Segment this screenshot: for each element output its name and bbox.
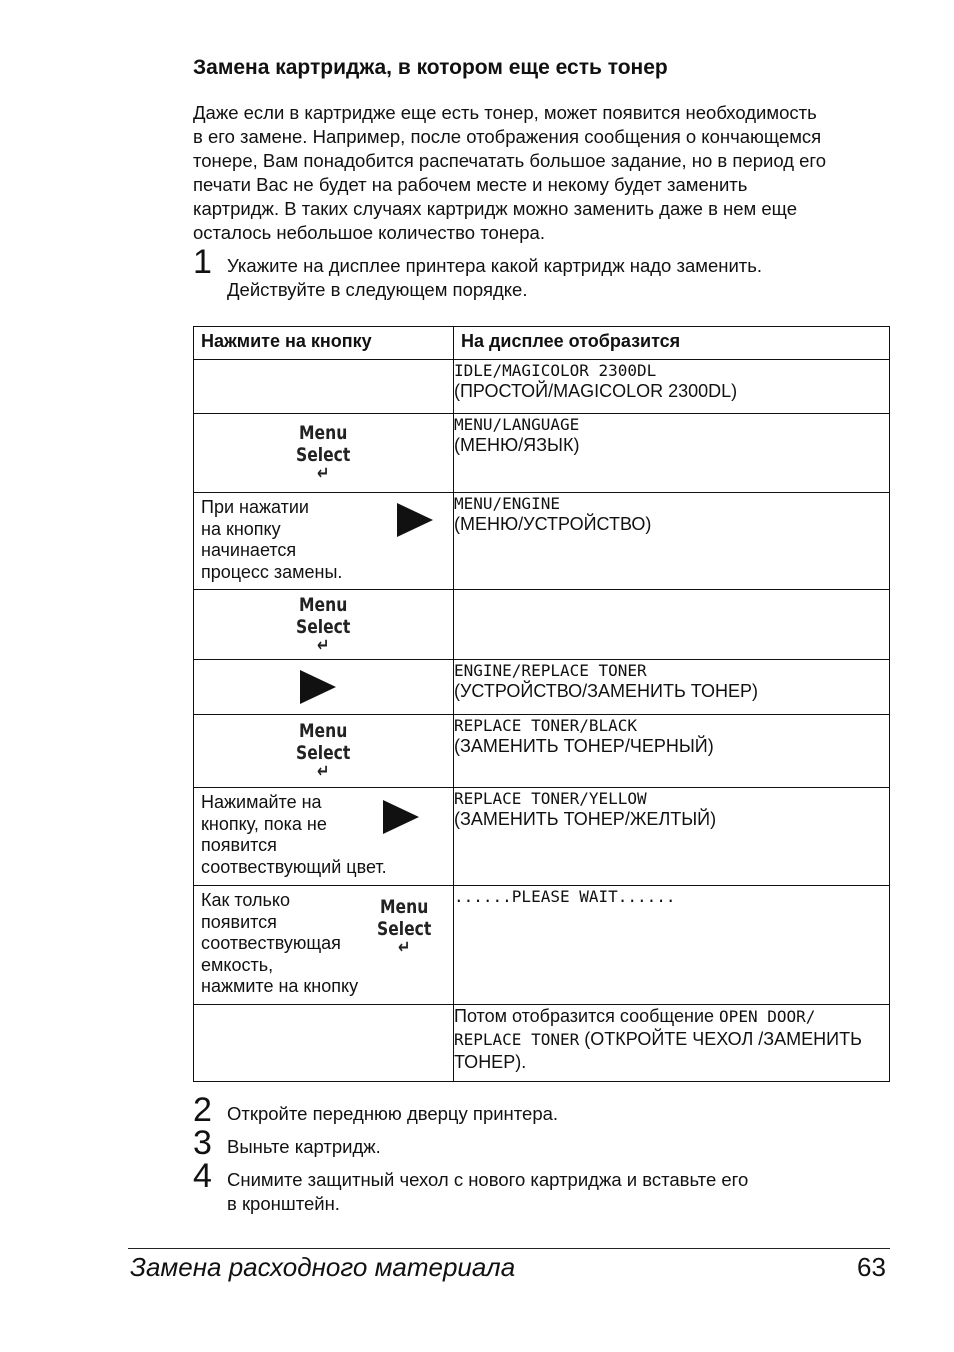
step-number-3: 3: [193, 1124, 212, 1162]
table-row: [194, 660, 890, 715]
display-translation: (МЕНЮ/ЯЗЫК): [454, 435, 580, 455]
final-message-text: (ОТКРОЙТЕ ЧЕХОЛ /ЗАМЕНИТЬ: [579, 1029, 862, 1049]
table-row: [194, 493, 890, 590]
button-cell: [194, 886, 454, 1005]
header-press-button: Нажмите на кнопку: [194, 327, 454, 360]
menu-select-button-icon: Menu Select ↵: [296, 593, 351, 656]
display-cell: [454, 660, 890, 715]
section-heading: Замена картриджа, в котором еще есть тонер: [193, 56, 668, 79]
button-cell: [194, 715, 454, 788]
footer-section-title: Замена расходного материала: [130, 1252, 516, 1282]
display-message: MENU/ENGINE: [454, 494, 560, 513]
display-cell: [454, 715, 890, 788]
button-cell: [194, 493, 454, 590]
step-number-1: 1: [193, 243, 212, 281]
return-arrow-icon: ↵: [317, 463, 330, 484]
footer-divider: [128, 1248, 890, 1249]
button-cell: [194, 660, 454, 715]
right-arrow-button-icon: [383, 800, 419, 834]
table-row: [194, 590, 890, 660]
intro-line: осталось небольшое количество тонера.: [193, 222, 545, 243]
return-arrow-icon: ↵: [397, 937, 411, 958]
step-1-line: Укажите на дисплее принтера какой картридж надо заменить.: [227, 255, 763, 276]
step-4-text: [227, 1168, 748, 1216]
intro-line: тонере, Вам понадобится распечатать большое задание, но в период его: [193, 150, 827, 171]
intro-paragraph: [193, 101, 893, 245]
step-4-line: в кронштейн.: [227, 1193, 340, 1214]
step-3-text: Выньте картридж.: [227, 1136, 381, 1157]
display-translation: (ЗАМЕНИТЬ ТОНЕР/ЖЕЛТЫЙ): [454, 809, 717, 829]
display-translation: (УСТРОЙСТВО/ЗАМЕНИТЬ ТОНЕР): [454, 681, 758, 701]
display-message: IDLE/MAGICOLOR 2300DL: [454, 361, 657, 380]
final-message-mono: OPEN DOOR/: [719, 1007, 816, 1026]
step-2-text: Откройте переднюю дверцу принтера.: [227, 1103, 559, 1124]
final-message-text: ТОНЕР).: [454, 1052, 527, 1072]
display-cell: [454, 1005, 890, 1082]
instruction-note: Как только появится соотвествующая емкость, нажмите на кнопку: [201, 890, 359, 996]
intro-line: печати Вас не будет на рабочем месте и некому будет заменить: [193, 174, 748, 195]
table-row: [194, 886, 890, 1005]
menu-select-button-icon: Menu Select ↵: [296, 422, 351, 484]
step-number-2: 2: [193, 1091, 212, 1129]
button-cell: [194, 414, 454, 493]
button-cell-empty: [194, 1005, 454, 1082]
page-number: 63: [857, 1252, 886, 1282]
right-arrow-button-icon: [397, 503, 433, 537]
display-translation: (МЕНЮ/УСТРОЙСТВО): [454, 514, 652, 534]
step-4-line: Снимите защитный чехол с нового картриджа и вставьте его: [227, 1169, 749, 1190]
intro-line: Даже если в картридже еще есть тонер, может появится необходимость: [193, 102, 817, 123]
menu-select-button-icon: Menu Select ↵: [296, 720, 351, 782]
display-message: REPLACE TONER/YELLOW: [454, 789, 647, 808]
display-cell: [454, 414, 890, 493]
procedure-table: [193, 326, 890, 1082]
final-message-text: Потом отобразится сообщение: [454, 1006, 720, 1026]
display-cell: [454, 788, 890, 886]
button-cell: [194, 590, 454, 660]
display-message: ENGINE/REPLACE TONER: [454, 661, 647, 680]
return-arrow-icon: ↵: [317, 634, 330, 656]
header-display-shows: На дисплее отобразится: [454, 327, 890, 360]
display-translation: (ЗАМЕНИТЬ ТОНЕР/ЧЕРНЫЙ): [454, 736, 714, 756]
table-header-row: [194, 327, 890, 360]
instruction-note: Нажимайте на кнопку, пока не появится соотвествующий цвет.: [201, 792, 387, 877]
intro-line: картридж. В таких случаях картридж можно заменить даже в нем еще: [193, 198, 797, 219]
table-row: [194, 1005, 890, 1082]
display-cell: [454, 360, 890, 414]
instruction-note: При нажатии на кнопку начинается процесс замены.: [201, 497, 343, 582]
right-arrow-button-icon: [300, 670, 336, 704]
display-translation: (ПРОСТОЙ/MAGICOLOR 2300DL): [454, 381, 738, 401]
display-cell-empty: [454, 590, 890, 660]
table-row: [194, 414, 890, 493]
display-message: MENU/LANGUAGE: [454, 415, 580, 434]
intro-line: в его замене. Например, после отображения сообщения о кончающемся: [193, 126, 822, 147]
display-message: ......PLEASE WAIT......: [454, 887, 676, 906]
menu-select-button-icon: Menu Select ↵: [376, 896, 432, 958]
step-1-line: Действуйте в следующем порядке.: [227, 279, 528, 300]
step-number-4: 4: [193, 1157, 212, 1195]
display-message: REPLACE TONER/BLACK: [454, 716, 638, 735]
step-1-text: [227, 254, 762, 302]
button-cell: [194, 788, 454, 886]
return-arrow-icon: ↵: [317, 761, 330, 782]
display-cell: [454, 493, 890, 590]
final-message-mono: REPLACE TONER: [454, 1030, 580, 1049]
display-cell: [454, 886, 890, 1005]
button-cell-empty: [194, 360, 454, 414]
table-row: [194, 788, 890, 886]
table-row: [194, 715, 890, 788]
table-row: [194, 360, 890, 414]
